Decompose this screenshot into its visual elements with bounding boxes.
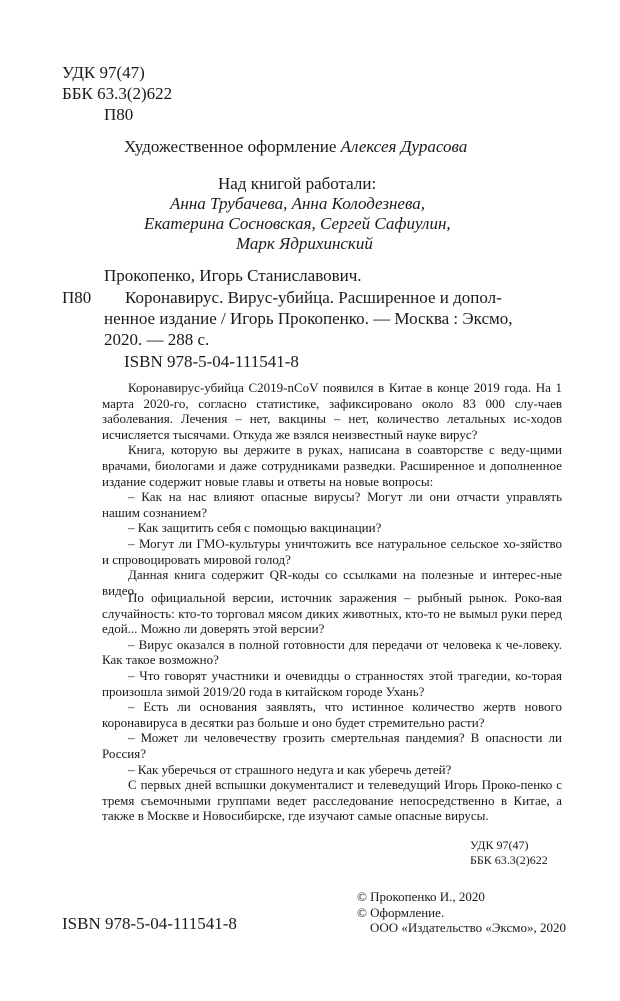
copyright-publisher: ООО «Издательство «Эксмо», 2020: [370, 920, 566, 935]
annotation-paragraph: С первых дней вспышки документалист и телеведущий Игорь Проко-пенко с тремя съемочными группами ведет расследование непосредственно в Китае, а также в Москве и Новосибирске, где изучают самые опасные вирусы.: [102, 777, 562, 824]
worked-names-line: Марк Ядрихинский: [236, 234, 373, 253]
udk-code: УДК 97(47): [62, 63, 145, 82]
annotation-paragraph: – Может ли человечеству грозить смертельная пандемия? В опасности ли Россия?: [102, 730, 562, 761]
annotation-paragraph: – Вирус оказался в полной готовности для передачи от человека к че-ловеку. Как такое возможно?: [102, 636, 562, 668]
annotation-paragraph: – Есть ли основания заявлять, что истинное количество жертв нового коронавируса в десятки раз больше и оно будет стремительно расти?: [102, 699, 562, 730]
copyright-author: © Прокопенко И., 2020: [357, 889, 485, 904]
catalog-sign: П80: [62, 288, 92, 307]
annotation-paragraph: – Как уберечься от страшного недуга и как уберечь детей?: [128, 761, 452, 777]
annotation-paragraph: Коронавирус-убийца C2019-nCoV появился в Китае в конце 2019 года. На 1 марта 2020-го, согласно статистике, зафиксировано около 83 000 слу-чаев заболевания. Лечения – нет, вакцины – нет, количество летальных ис-ходов исчисляется тысячами. Откуда же взялся неизвестный науке вирус?: [102, 380, 562, 442]
bbk-code-small: ББК 63.3(2)622: [470, 853, 548, 867]
catalog-record-line: 2020. — 288 с.: [104, 330, 210, 349]
worked-label: Над книгой работали:: [218, 174, 377, 193]
art-name: Алексея Дурасова: [340, 137, 468, 156]
worked-names-line: Екатерина Сосновская, Сергей Сафиулин,: [144, 214, 451, 233]
annotation-paragraph: Книга, которую вы держите в руках, написана в соавторстве с веду-щими врачами, биологами и даже сотрудниками разведки. Расширенное и дополненное издание содержит новые главы и ответы на новые вопросы:: [102, 442, 562, 489]
annotation-paragraph: – Что говорят участники и очевидцы о странностях этой трагедии, ко-торая произошла зимой 2019/20 года в китайском городе Ухань?: [102, 667, 562, 699]
bbk-code: ББК 63.3(2)622: [62, 84, 173, 103]
annotation-paragraph: Данная книга содержит QR-коды со ссылками на полезные и интерес-ные видео.: [102, 567, 562, 598]
catalog-isbn: ISBN 978-5-04-111541-8: [124, 352, 299, 371]
catalog-record-line: Коронавирус. Вирус-убийца. Расширенное и допол-: [125, 288, 502, 307]
art-credit: [124, 137, 467, 157]
footer-isbn: ISBN 978-5-04-111541-8: [62, 914, 237, 933]
annotation-paragraph: – Как защитить себя с помощью вакцинации?: [128, 520, 382, 536]
worked-names-line: Анна Трубачева, Анна Колодезнева,: [170, 194, 425, 213]
annotation-block-1: [102, 380, 562, 598]
art-label: Художественное оформление: [124, 137, 337, 156]
annotation-paragraph: По официальной версии, источник заражения – рыбный рынок. Роко-вая случайность: кто-то торговал мясом диких животных, кто-то не вымыл руки перед едой... Можно ли доверять этой версии?: [102, 590, 562, 637]
author-sign: П80: [104, 105, 134, 124]
catalog-author: Прокопенко, Игорь Станиславович.: [104, 266, 362, 285]
annotation-paragraph: – Как на нас влияют опасные вирусы? Могут ли они отчасти управлять нашим сознанием?: [102, 489, 562, 520]
annotation-block-2: [102, 590, 562, 824]
annotation-paragraph: – Могут ли ГМО-культуры уничтожить все натуральное сельское хо-зяйство и спровоцировать мировой голод?: [102, 535, 562, 567]
catalog-record-line: ненное издание / Игорь Прокопенко. — Москва : Эксмо,: [104, 309, 513, 328]
copyright-design: © Оформление.: [357, 905, 445, 920]
udk-code-small: УДК 97(47): [470, 838, 529, 852]
